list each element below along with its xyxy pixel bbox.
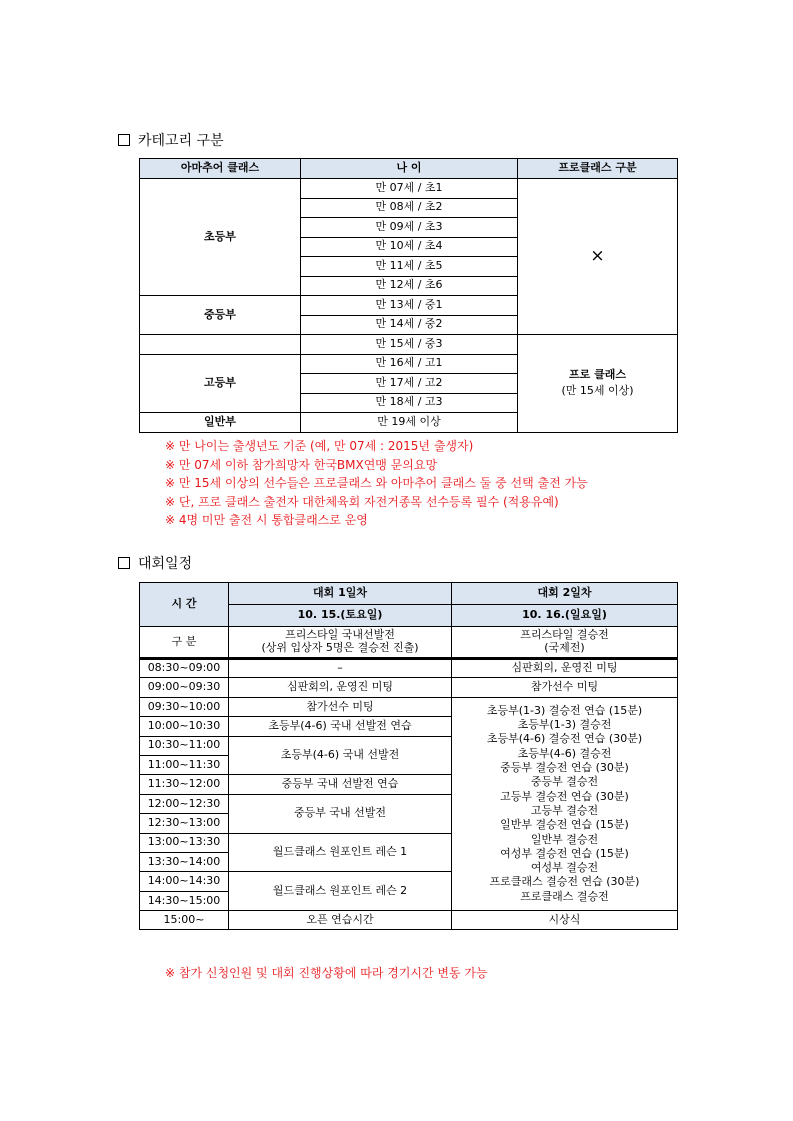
header-time: 시 간 — [140, 583, 229, 627]
final-item: 프로클래스 결승전 연습 (30분) — [489, 875, 640, 889]
age-cell: 만 12세 / 초6 — [301, 276, 518, 296]
group-high: 고등부 — [140, 354, 301, 413]
gubun-day1-line2: (상위 입상자 5명은 결승전 진출) — [261, 641, 419, 654]
table-row — [140, 697, 678, 716]
age-cell: 만 08세 / 초2 — [301, 198, 518, 218]
time-cell: 12:00~12:30 — [140, 794, 229, 813]
age-cell: 만 10세 / 초4 — [301, 237, 518, 257]
group-elementary: 초등부 — [140, 179, 301, 296]
final-item: 고등부 결승전 — [530, 803, 599, 817]
final-item: 중등부 결승전 연습 (30분) — [500, 761, 629, 775]
final-item: 초등부(1-3) 결승전 — [517, 718, 612, 732]
age-cell: 만 17세 / 고2 — [301, 374, 518, 394]
age-cell: 만 07세 / 초1 — [301, 179, 518, 199]
header-amateur-class: 아마추어 클래스 — [140, 159, 301, 179]
age-cell: 만 19세 이상 — [301, 413, 518, 433]
gubun-day2 — [452, 627, 678, 659]
time-cell: 12:30~13:00 — [140, 814, 229, 833]
day1-event: 초등부(4-6) 국내 선발전 — [229, 736, 452, 775]
header-age: 나 이 — [301, 159, 518, 179]
time-cell: 13:30~14:00 — [140, 852, 229, 871]
time-cell: 13:00~13:30 — [140, 833, 229, 852]
final-item: 일반부 결승전 연습 (15분) — [500, 818, 629, 832]
time-cell: 09:30~10:00 — [140, 697, 229, 716]
gubun-label: 구 분 — [140, 627, 229, 659]
checkbox-square-icon — [118, 134, 130, 146]
time-cell: 08:30~09:00 — [140, 659, 229, 678]
final-item: 중등부 결승전 — [530, 775, 599, 789]
section-title-schedule — [118, 553, 192, 573]
day1-event: 참가선수 미팅 — [229, 697, 452, 716]
header-day1-date: 10. 15.(토요일) — [229, 605, 452, 627]
group-middle: 중등부 — [140, 296, 301, 335]
header-day1: 대회 1일차 — [229, 583, 452, 605]
group-general: 일반부 — [140, 413, 301, 433]
amateur-not-applicable-mark: × — [518, 179, 678, 335]
time-cell: 14:30~15:00 — [140, 891, 229, 910]
category-notes — [165, 437, 588, 530]
final-item: 프로클래스 결승전 — [520, 889, 609, 903]
schedule-header-row — [140, 583, 678, 605]
table-row — [140, 911, 678, 930]
age-cell: 만 11세 / 초5 — [301, 257, 518, 277]
table-row — [140, 659, 678, 678]
table-header-row — [140, 159, 678, 179]
time-cell: 15:00~ — [140, 911, 229, 930]
table-row — [140, 678, 678, 697]
day1-event: 심판회의, 운영진 미팅 — [229, 678, 452, 697]
age-cell: 만 18세 / 고3 — [301, 393, 518, 413]
time-cell: 09:00~09:30 — [140, 678, 229, 697]
gubun-day1 — [229, 627, 452, 659]
schedule-table — [139, 582, 678, 930]
table-row — [140, 335, 678, 355]
final-item: 초등부(1-3) 결승전 연습 (15분) — [486, 703, 643, 717]
time-cell: 14:00~14:30 — [140, 872, 229, 891]
gubun-day2-line2: (국제전) — [544, 641, 585, 654]
gubun-day2-line1: 프리스타일 결승전 — [520, 628, 609, 642]
note-line: ※ 만 07세 이하 참가희망자 한국BMX연맹 문의요망 — [165, 457, 438, 472]
day2-event: 심판회의, 운영진 미팅 — [452, 659, 678, 678]
pro-class-subtitle: (만 15세 이상) — [561, 384, 634, 398]
gubun-row — [140, 627, 678, 659]
age-cell: 만 15세 / 중3 — [301, 335, 518, 355]
age-cell: 만 16세 / 고1 — [301, 354, 518, 374]
time-cell: 10:00~10:30 — [140, 717, 229, 736]
age-cell: 만 13세 / 중1 — [301, 296, 518, 316]
final-item: 일반부 결승전 — [530, 832, 599, 846]
section-title-text: 대회일정 — [138, 556, 193, 572]
day2-event: 참가선수 미팅 — [452, 678, 678, 697]
day2-event: 시상식 — [452, 911, 678, 930]
header-day2: 대회 2일차 — [452, 583, 678, 605]
note-line: ※ 만 나이는 출생년도 기준 (예, 만 07세 : 2015년 출생자) — [165, 439, 474, 453]
day1-event: 중등부 국내 선발전 — [229, 794, 452, 833]
group-empty — [140, 335, 301, 355]
pro-class-title: 프로 클래스 — [569, 367, 626, 381]
table-row — [140, 179, 678, 199]
day1-event: 월드클래스 원포인트 레슨 2 — [229, 872, 452, 911]
pro-class-cell — [518, 335, 678, 433]
day1-event: 초등부(4-6) 국내 선발전 연습 — [229, 717, 452, 736]
final-item: 여성부 결승전 연습 (15분) — [500, 846, 629, 860]
day1-event: 오픈 연습시간 — [229, 911, 452, 930]
note-line: ※ 단, 프로 클래스 출전자 대한체육회 자전거종목 선수등록 필수 (적용유예) — [165, 494, 559, 509]
final-item: 초등부(4-6) 결승전 — [517, 746, 612, 760]
gubun-day1-line1: 프리스타일 국내선발전 — [285, 628, 395, 642]
day1-event: – — [229, 659, 452, 678]
age-cell: 만 09세 / 초3 — [301, 218, 518, 238]
time-cell: 11:30~12:00 — [140, 775, 229, 794]
checkbox-square-icon — [118, 557, 130, 569]
section-title-text: 카테고리 구분 — [138, 133, 224, 149]
final-item: 여성부 결승전 — [530, 861, 599, 875]
note-line: ※ 만 15세 이상의 선수들은 프로클래스 와 아마추어 클래스 둘 중 선택 출전 가능 — [165, 476, 588, 491]
age-cell: 만 14세 / 중2 — [301, 315, 518, 335]
schedule-note: ※ 참가 신청인원 및 대회 진행상황에 따라 경기시간 변동 가능 — [165, 966, 488, 980]
time-cell: 11:00~11:30 — [140, 755, 229, 774]
final-item: 초등부(4-6) 결승전 연습 (30분) — [486, 732, 643, 746]
day2-finals-list — [452, 697, 678, 910]
note-line: ※ 4명 미만 출전 시 통합클래스로 운영 — [165, 513, 368, 528]
day1-event: 중등부 국내 선발전 연습 — [229, 775, 452, 794]
header-pro-class: 프로클래스 구분 — [518, 159, 678, 179]
time-cell: 10:30~11:00 — [140, 736, 229, 755]
final-item: 고등부 결승전 연습 (30분) — [500, 789, 629, 803]
category-table — [139, 158, 678, 433]
header-day2-date: 10. 16.(일요일) — [452, 605, 678, 627]
section-title-category — [118, 130, 224, 150]
day1-event: 월드클래스 원포인트 레슨 1 — [229, 833, 452, 872]
